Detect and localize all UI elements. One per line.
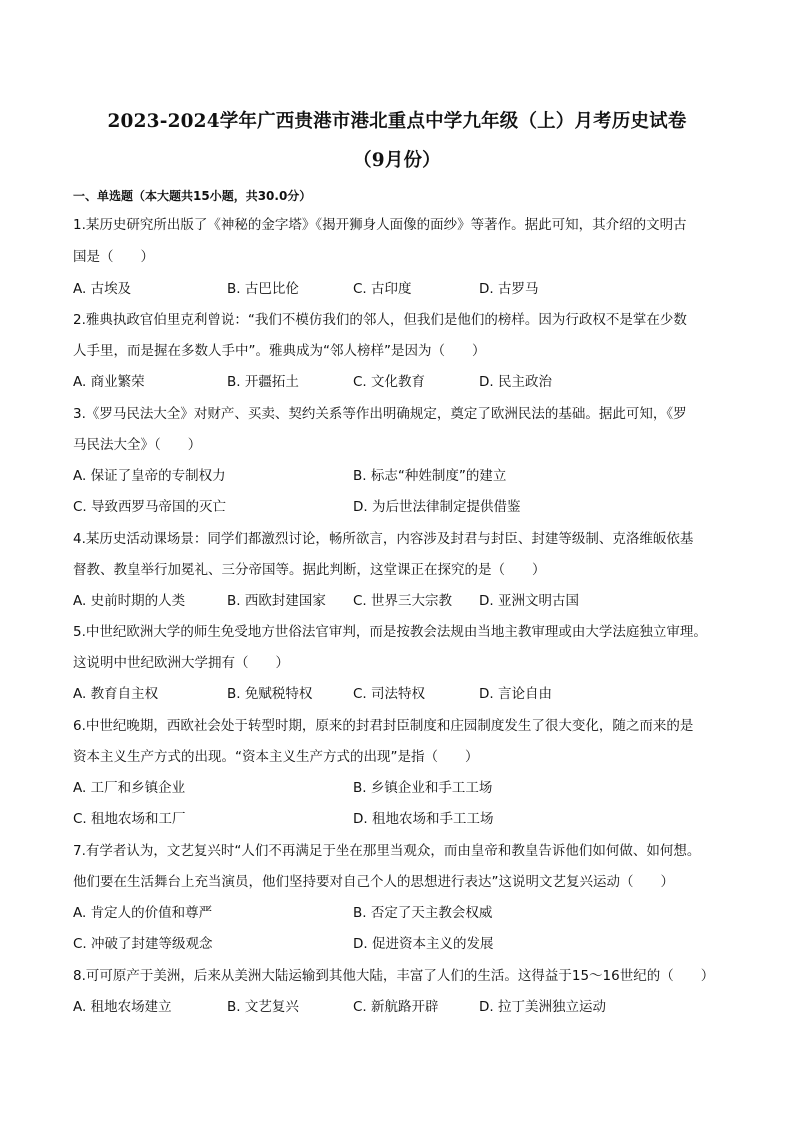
- question-5-option-a: A. 教育自主权: [73, 686, 159, 702]
- question-1-option-c: C. 古印度: [353, 281, 412, 297]
- question-4-line-1: 4.某历史活动课场景：同学们都激烈讨论，畅所欲言，内容涉及封君与封臣、封建等级制、克洛维皈依基: [73, 531, 694, 547]
- question-1-option-a: A. 古埃及: [73, 281, 132, 297]
- question-7-option-c: C. 冲破了封建等级观念: [73, 936, 213, 952]
- question-2-option-c: C. 文化教育: [353, 374, 426, 390]
- question-8-option-a: A. 租地农场建立: [73, 999, 172, 1015]
- question-5-line-1: 5.中世纪欧洲大学的师生免受地方世俗法官审判，而是按教会法规由当地主教审理或由大学法庭独立审理。: [73, 624, 707, 640]
- question-5-line-2: 这说明中世纪欧洲大学拥有（ ）: [73, 655, 289, 671]
- question-5-option-c: C. 司法特权: [353, 686, 426, 702]
- question-3-option-b: B. 标志“种姓制度”的建立: [353, 468, 507, 484]
- question-3-option-a: A. 保证了皇帝的专制权力: [73, 468, 226, 484]
- question-6-line-2: 资本主义生产方式的出现。“资本主义生产方式的出现”是指（ ）: [73, 749, 479, 765]
- question-1-option-b: B. 古巴比伦: [227, 281, 299, 297]
- question-5-option-b: B. 免赋税特权: [227, 686, 313, 702]
- question-8-line-1: 8.可可原产于美洲，后来从美洲大陆运输到其他大陆，丰富了人们的生活。这得益于15～16世纪的（ ）: [73, 968, 715, 984]
- question-4-line-2: 督教、教皇举行加冕礼、三分帝国等。据此判断，这堂课正在探究的是（ ）: [73, 562, 546, 578]
- question-7-line-1: 7.有学者认为，文艺复兴时“人们不再满足于坐在那里当观众，而由皇帝和教皇告诉他们如何做、如何想。: [73, 843, 701, 859]
- question-3-option-c: C. 导致西罗马帝国的灭亡: [73, 499, 227, 515]
- question-2-option-d: D. 民主政治: [479, 374, 552, 390]
- question-7-option-a: A. 肯定人的价值和尊严: [73, 905, 213, 921]
- question-4-option-c: C. 世界三大宗教: [353, 593, 453, 609]
- exam-subtitle: （9月份）: [353, 150, 441, 171]
- question-7-option-d: D. 促进资本主义的发展: [353, 936, 494, 952]
- question-7-line-2: 他们要在生活舞台上充当演员，他们坚持要对自己个人的思想进行表达”这说明文艺复兴运动（ ）: [73, 874, 674, 890]
- question-6-option-a: A. 工厂和乡镇企业: [73, 780, 186, 796]
- question-4-option-b: B. 西欧封建国家: [227, 593, 326, 609]
- section-heading: 一、单选题（本大题共15小题，共30.0分）: [73, 189, 312, 203]
- question-4-option-a: A. 史前时期的人类: [73, 593, 186, 609]
- question-2-line-2: 人手里，而是握在多数人手中”。雅典成为“邻人榜样”是因为（ ）: [73, 343, 486, 359]
- question-3-option-d: D. 为后世法律制定提供借鉴: [353, 499, 521, 515]
- question-8-option-c: C. 新航路开辟: [353, 999, 439, 1015]
- question-8-option-d: D. 拉丁美洲独立运动: [479, 999, 606, 1015]
- question-5-option-d: D. 言论自由: [479, 686, 552, 702]
- question-2-option-a: A. 商业繁荣: [73, 374, 145, 390]
- question-3-line-2: 马民法大全》（ ）: [73, 437, 202, 453]
- question-8-option-b: B. 文艺复兴: [227, 999, 299, 1015]
- exam-title: 2023-2024学年广西贵港市港北重点中学九年级（上）月考历史试卷: [107, 111, 687, 132]
- question-6-line-1: 6.中世纪晚期，西欧社会处于转型时期，原来的封君封臣制度和庄园制度发生了很大变化，随之而来的是: [73, 718, 694, 734]
- question-1-option-d: D. 古罗马: [479, 281, 539, 297]
- question-4-option-d: D. 亚洲文明古国: [479, 593, 579, 609]
- question-7-option-b: B. 否定了天主教会权威: [353, 905, 493, 921]
- question-2-option-b: B. 开疆拓土: [227, 374, 299, 390]
- question-6-option-b: B. 乡镇企业和手工工场: [353, 780, 493, 796]
- question-6-option-d: D. 租地农场和手工工场: [353, 811, 494, 827]
- question-6-option-c: C. 租地农场和工厂: [73, 811, 186, 827]
- question-2-line-1: 2.雅典执政官伯里克利曾说：“我们不模仿我们的邻人，但我们是他们的榜样。因为行政权不是掌在少数: [73, 312, 687, 328]
- question-1-line-1: 1.某历史研究所出版了《神秘的金字塔》《揭开狮身人面像的面纱》等著作。据此可知，其介绍的文明古: [73, 217, 687, 233]
- question-3-line-1: 3.《罗马民法大全》对财产、买卖、契约关系等作出明确规定，奠定了欧洲民法的基础。据此可知，《罗: [73, 406, 687, 422]
- question-1-line-2: 国是（ ）: [73, 249, 154, 265]
